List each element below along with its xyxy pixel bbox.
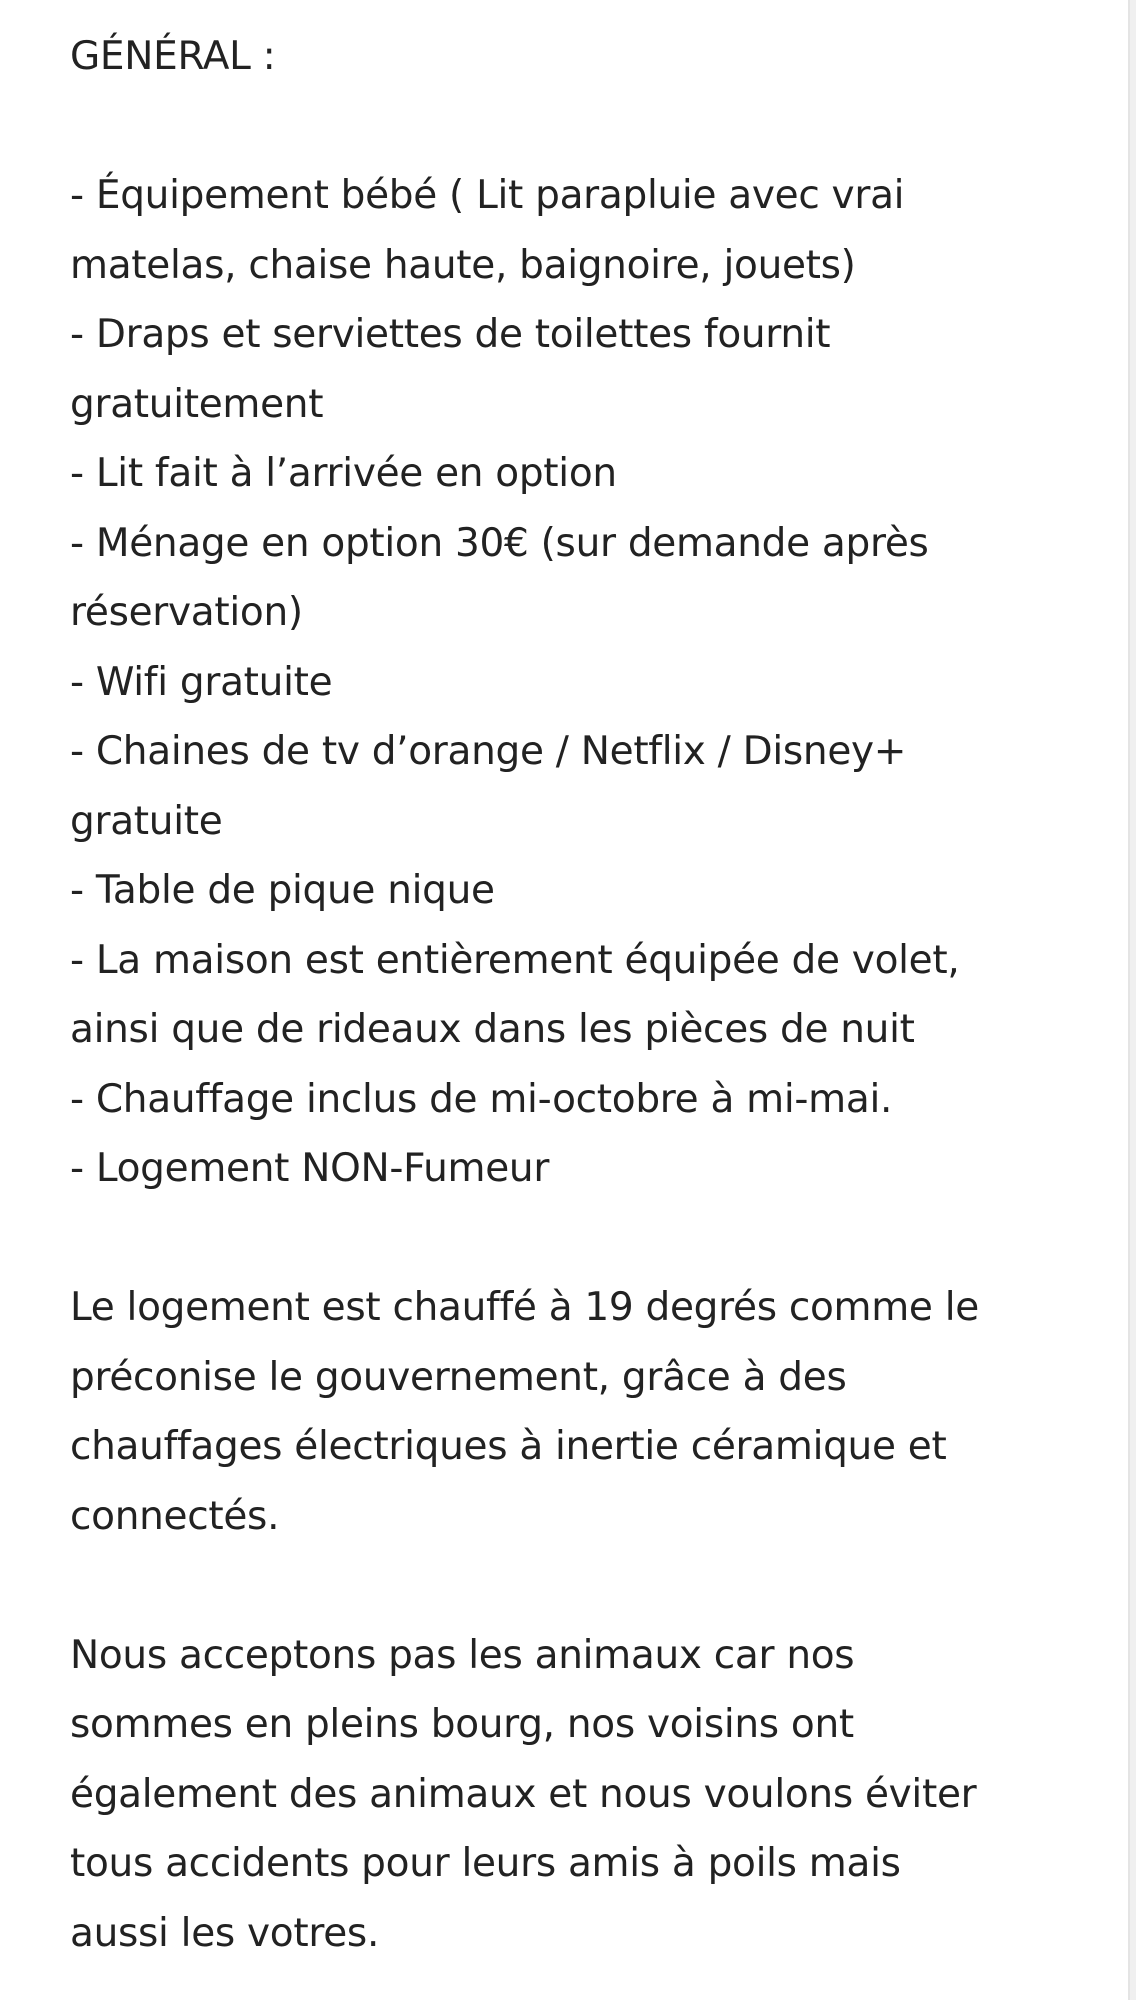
equipment-list (70, 161, 1100, 1204)
paragraph-line: tous accidents pour leurs amis à poils mais (70, 1841, 901, 1886)
spacer (70, 1204, 1100, 1274)
spacer (70, 1551, 1100, 1621)
equipment-line: - Draps et serviettes de toilettes fournit (70, 312, 831, 357)
equipment-line: matelas, chaise haute, baignoire, jouets) (70, 242, 856, 288)
equipment-line: ainsi que de rideaux dans les pièces de nuit (70, 1007, 915, 1052)
paragraph-line: préconise le gouvernement, grâce à des (70, 1354, 847, 1400)
equipment-line: - Logement NON-Fumeur (70, 1146, 550, 1191)
equipment-line: - Ménage en option 30€ (sur demande après (70, 520, 929, 566)
section-heading: GÉNÉRAL : (70, 34, 276, 79)
equipment-line: - Chaines de tv d’orange / Netflix / Disney+ (70, 729, 907, 774)
paragraph-line: chauffages électriques à inertie céramique et (70, 1424, 947, 1469)
equipment-line: gratuitement (70, 381, 324, 427)
equipment-line: - Équipement bébé ( Lit parapluie avec vrai (70, 173, 905, 218)
paragraph-line: Nous acceptons pas les animaux car nos (70, 1632, 855, 1678)
equipment-line: - Table de pique nique (70, 868, 495, 913)
paragraph-line: connectés. (70, 1493, 280, 1539)
spacer (70, 92, 1100, 162)
paragraph-line: aussi les votres. (70, 1910, 380, 1956)
equipment-line: - La maison est entièrement équipée de volet, (70, 937, 960, 983)
paragraph-line: sommes en pleins bourg, nos voisins ont (70, 1702, 854, 1747)
equipment-line: réservation) (70, 590, 303, 635)
equipment-line: - Lit fait à l’arrivée en option (70, 451, 617, 496)
description-text (70, 22, 1100, 1968)
equipment-line: - Wifi gratuite (70, 659, 333, 705)
heating-paragraph (70, 1273, 1100, 1551)
animals-paragraph (70, 1621, 1100, 1969)
equipment-line: - Chauffage inclus de mi-octobre à mi-mai. (70, 1076, 893, 1122)
paragraph-line: également des animaux et nous voulons éviter (70, 1771, 977, 1817)
equipment-line: gratuite (70, 798, 223, 844)
paragraph-line: Le logement est chauffé à 19 degrés comme le (70, 1285, 979, 1330)
